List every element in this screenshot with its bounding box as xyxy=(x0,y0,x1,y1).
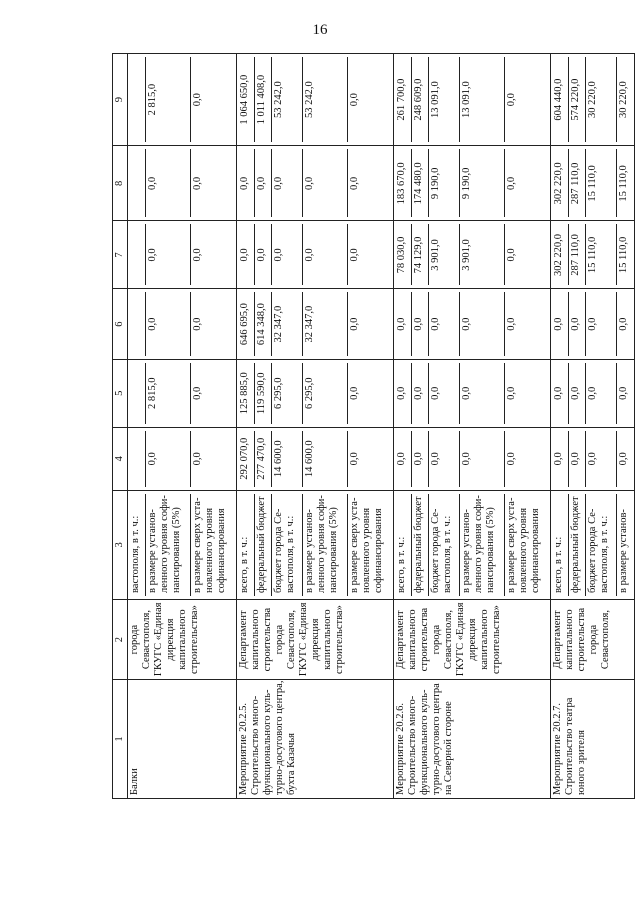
executor-line: Севастополя, xyxy=(141,610,152,670)
table-header-row xyxy=(113,54,128,799)
value-cell-col6: 646 695,0 614 348,0 32 347,0 32 347,0 0,0 xyxy=(237,289,394,359)
source-item: всего, в т. ч.: xyxy=(239,536,250,594)
value-cell-col6: 0,0 0,0 xyxy=(128,289,237,359)
value-cell-col4: 0,0 0,0 0,0 0,0 xyxy=(551,427,635,490)
value-cell-col5: 0,0 0,0 0,0 0,0 xyxy=(551,359,635,427)
source-cell xyxy=(237,490,394,599)
executor-cell: Департамент капитального строительства города Севастополя, ГКУГС «Единая дирекция капитального строительства» xyxy=(394,600,551,680)
source-item: всего, в т. ч.: xyxy=(553,536,564,594)
table-row xyxy=(394,54,551,799)
value-cell-col4: 292 070,0 277 470,0 14 600,0 14 600,0 0,0 xyxy=(237,427,394,490)
value-cell-col9: 1 064 650,0 1 011 408,0 53 242,0 53 242,0 0,0 xyxy=(237,54,394,146)
source-item: федеральный бюджет xyxy=(254,494,271,596)
activity-cell: Мероприятие 20.2.7. Строительство театра юного зрителя xyxy=(551,680,635,799)
value-cell-col5: 125 885,0 119 590,0 6 295,0 6 295,0 0,0 xyxy=(237,359,394,427)
value-cell-col4: 0,0 0,0 0,0 0,0 0,0 xyxy=(394,427,551,490)
value-cell-col8: 0,0 0,0 xyxy=(128,146,237,221)
source-item: в размере установ- xyxy=(616,494,633,596)
executor-line: ГКУГС «Единая xyxy=(153,602,164,677)
activity-line: Мероприятие 20.2.5. xyxy=(238,702,249,795)
executor-line: города xyxy=(129,624,140,655)
source-item: в размере сверх уста- новленного уровня софинансирования xyxy=(504,494,549,596)
activity-line: бухта Казачья xyxy=(286,733,297,795)
table-row xyxy=(237,54,394,799)
source-item: вастополя, в т. ч.: xyxy=(130,515,141,594)
source-item: в размере сверх уста- новленного уровня софинансирования xyxy=(347,494,392,596)
value-cell-col5: 2 815,0 0,0 xyxy=(128,359,237,427)
value-cell-col9: 604 440,0 574 220,0 30 220,0 30 220,0 xyxy=(551,54,635,146)
header-cell: 8 xyxy=(113,146,128,221)
value-cell-col7: 78 030,0 74 129,0 3 901,0 3 901,0 0,0 xyxy=(394,221,551,289)
executor-cell: Департамент капитального строительства города Севастополя, ГКУГС «Единая дирекция капитального строительства» xyxy=(237,600,394,680)
source-item: в размере установ- ленного уровня софи- нансирования (5%) xyxy=(302,494,347,596)
source-item: федеральный бюджет xyxy=(411,494,428,596)
value-cell-col6: 0,0 0,0 0,0 0,0 xyxy=(551,289,635,359)
table-row xyxy=(128,54,237,799)
source-item: всего, в т. ч.: xyxy=(396,536,407,594)
value-cell-col4: 0,0 0,0 xyxy=(128,427,237,490)
executor-cell xyxy=(128,600,237,680)
header-cell: 1 xyxy=(113,680,128,799)
budget-table xyxy=(112,53,635,799)
value-cell-col9: 2 815,0 0,0 xyxy=(128,54,237,146)
value-cell-col9: 261 700,0 248 609,0 13 091,0 13 091,0 0,0 xyxy=(394,54,551,146)
source-item: бюджет города Се- вастополя, в т. ч.: xyxy=(585,494,616,596)
activity-cell xyxy=(128,680,237,799)
executor-cell: Департамент капитального строительства города Севастополя, xyxy=(551,600,635,680)
value-cell-col6: 0,0 0,0 0,0 0,0 0,0 xyxy=(394,289,551,359)
source-item: в размере установ- ленного уровня софи- нансирования (5%) xyxy=(145,494,190,596)
header-cell: 4 xyxy=(113,427,128,490)
value-cell-col7: 302 220,0 287 110,0 15 110,0 15 110,0 xyxy=(551,221,635,289)
activity-line: Строительство много- xyxy=(250,695,261,795)
value-cell-col7: 0,0 0,0 xyxy=(128,221,237,289)
header-cell: 6 xyxy=(113,289,128,359)
source-item: в размере установ- ленного уровня софи- нансирования (5%) xyxy=(459,494,504,596)
value-cell-col8: 0,0 0,0 0,0 0,0 0,0 xyxy=(237,146,394,221)
activity-line: Балки xyxy=(129,768,140,795)
source-item: федеральный бюджет xyxy=(568,494,585,596)
source-cell xyxy=(551,490,635,599)
rotated-table-area xyxy=(112,53,629,799)
activity-cell: Мероприятие 20.2.6. Строительство много- функционального куль- турно-досугового центра на Северной стороне xyxy=(394,680,551,799)
header-cell: 5 xyxy=(113,359,128,427)
source-item: в размере сверх уста- новленного уровня софинансирования xyxy=(190,494,235,596)
header-cell: 2 xyxy=(113,600,128,680)
value-cell-col8: 302 220,0 287 110,0 15 110,0 15 110,0 xyxy=(551,146,635,221)
activity-line: функционального куль- xyxy=(262,689,273,795)
executor-line: строительства» xyxy=(189,605,200,674)
table-row xyxy=(551,54,635,799)
activity-cell xyxy=(237,680,394,799)
source-item: бюджет города Се- вастополя, в т. ч.: xyxy=(428,494,459,596)
value-cell-col7: 0,0 0,0 0,0 0,0 0,0 xyxy=(237,221,394,289)
value-cell-col5: 0,0 0,0 0,0 0,0 0,0 xyxy=(394,359,551,427)
executor-line: капитального xyxy=(177,609,188,670)
activity-line: турно-досугового центра, xyxy=(274,680,285,795)
source-cell xyxy=(394,490,551,599)
header-cell: 7 xyxy=(113,221,128,289)
source-cell xyxy=(128,490,237,599)
page-number: 16 xyxy=(312,22,328,38)
header-cell: 9 xyxy=(113,54,128,146)
source-item: бюджет города Се- вастополя, в т. ч.: xyxy=(271,494,302,596)
value-cell-col8: 183 670,0 174 480,0 9 190,0 9 190,0 0,0 xyxy=(394,146,551,221)
header-cell: 3 xyxy=(113,490,128,599)
executor-line: дирекция xyxy=(165,618,176,661)
